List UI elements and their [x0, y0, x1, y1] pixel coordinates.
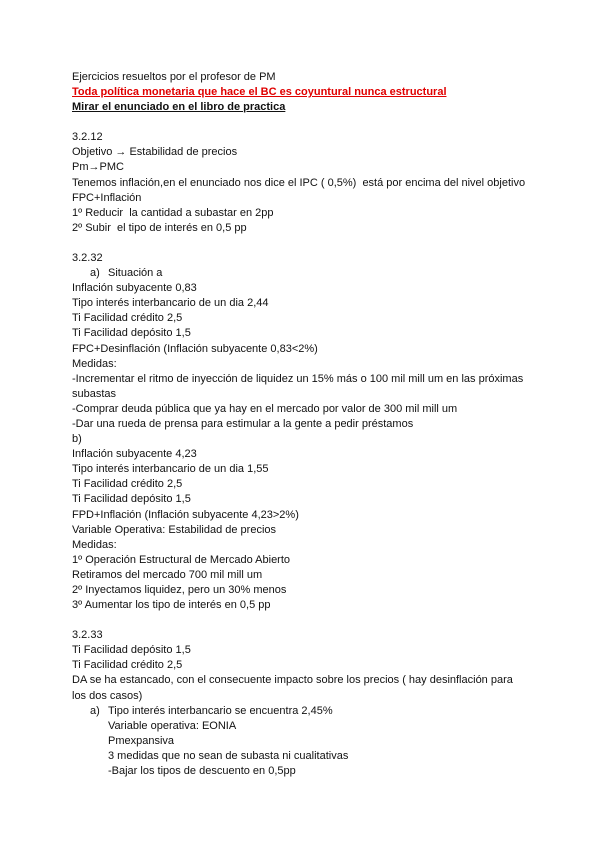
text-line: Inflación subyacente 4,23 [72, 448, 197, 461]
exercise-id: 3.2.32 [72, 251, 103, 264]
text-line: 3 medidas que no sean de subasta ni cualitativas [108, 749, 349, 762]
document-page [72, 70, 528, 779]
text-line: -Bajar los tipos de descuento en 0,5pp [108, 765, 296, 778]
text-line: Tipo interés interbancario de un dia 1,55 [72, 463, 269, 476]
text-line: Tipo interés interbancario de un dia 2,44 [72, 297, 269, 310]
text-line: Variable Operativa: Estabilidad de precios [72, 523, 277, 536]
list-item-text: Situación a [108, 267, 163, 280]
list-marker: a) [90, 704, 100, 717]
text-line: Variable operativa: EONIA [108, 719, 237, 732]
text-line: Medidas: [72, 357, 117, 370]
text-line: Ti Facilidad depósito 1,5 [72, 327, 191, 340]
text-line: -Dar una rueda de prensa para estimular a la gente a pedir préstamos [72, 417, 414, 430]
instruction-line: Mirar el enunciado en el libro de practica [72, 101, 286, 114]
text-line: Inflación subyacente 0,83 [72, 282, 197, 295]
text-line: 3º Aumentar los tipo de interés en 0,5 pp [72, 599, 271, 612]
text-line: Ti Facilidad depósito 1,5 [72, 493, 191, 506]
text-line: -Incrementar el ritmo de inyección de liquidez un 15% más o 100 mil mill um en las próximas subastas [72, 372, 527, 400]
text-line: FPC+Desinflación (Inflación subyacente 0,83<2%) [72, 342, 318, 355]
text-line: Medidas: [72, 538, 117, 551]
list-marker: b) [72, 433, 82, 446]
exercise-id: 3.2.12 [72, 131, 103, 144]
list-item [72, 704, 528, 719]
text-line: Retiramos del mercado 700 mil mill um [72, 568, 263, 581]
text-line: FPC+Inflación [72, 191, 142, 204]
list-marker: a) [90, 267, 100, 280]
text-line: 1º Reducir la cantidad a subastar en 2pp [72, 206, 274, 219]
text-line: 1º Operación Estructural de Mercado Abierto [72, 553, 291, 566]
intro-line: Ejercicios resueltos por el profesor de PM [72, 71, 276, 83]
text-line: Pmexpansiva [108, 734, 175, 747]
text-line: Pm→PMC [72, 161, 124, 174]
text-line: Tenemos inflación,en el enunciado nos dice el IPC ( 0,5%) está por encima del nivel objetivo [72, 176, 526, 189]
exercise-id: 3.2.33 [72, 629, 103, 642]
text-line: Ti Facilidad crédito 2,5 [72, 478, 183, 491]
text-line: Objetivo → Estabilidad de precios [72, 146, 238, 159]
text-line: 2º Inyectamos liquidez, pero un 30% menos [72, 584, 287, 596]
text-line: Ti Facilidad crédito 2,5 [72, 312, 183, 325]
text-line: FPD+Inflación (Inflación subyacente 4,23>2%) [72, 508, 299, 521]
text-line: Ti Facilidad depósito 1,5 [72, 644, 191, 657]
list-item [72, 266, 528, 281]
warning-line: Toda política monetaria que hace el BC es coyuntural nunca estructural [72, 86, 447, 99]
text-line: -Comprar deuda pública que ya hay en el mercado por valor de 300 mil mill um [72, 402, 458, 415]
text-line: DA se ha estancado, con el consecuente impacto sobre los precios ( hay desinflación para los dos casos) [72, 674, 516, 702]
list-item-text: Tipo interés interbancario se encuentra 2,45% [108, 704, 333, 717]
text-line: 2º Subir el tipo de interés en 0,5 pp [72, 221, 247, 234]
text-line: Ti Facilidad crédito 2,5 [72, 659, 183, 672]
